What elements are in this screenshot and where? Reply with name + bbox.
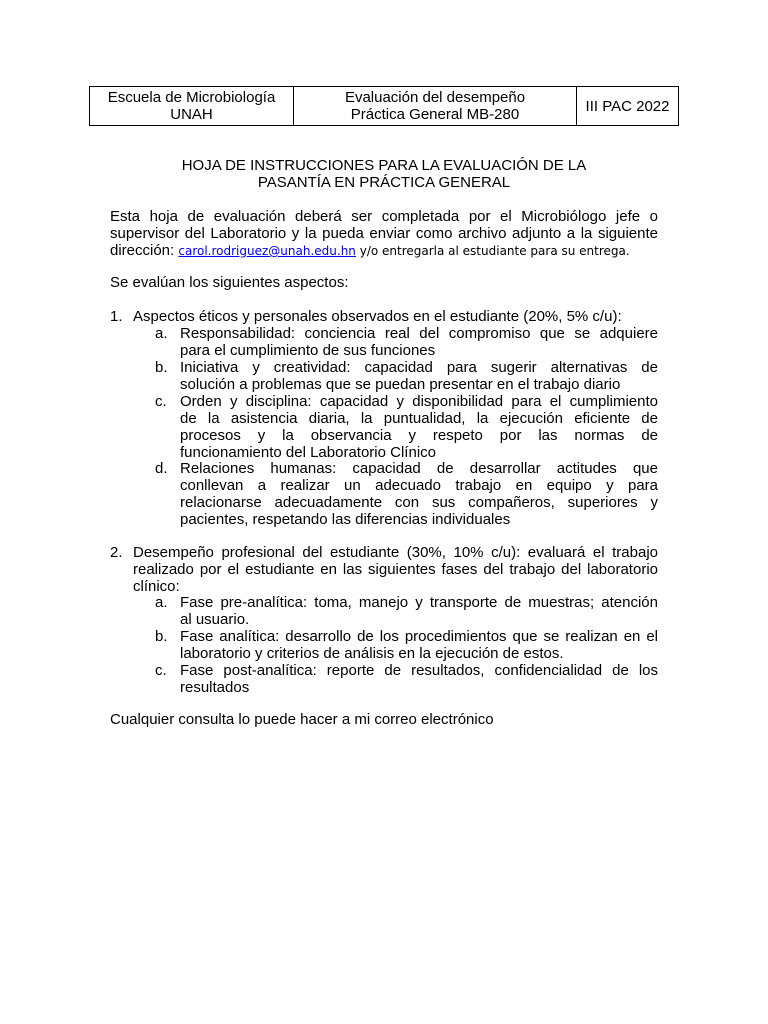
header-school-cell <box>90 87 294 125</box>
intro-paragraph: Esta hoja de evaluación deberá ser completada por el Microbiólogo jefe o supervisor del Laboratorio y la pueda enviar como archivo adjunto a la siguiente dirección: carol.rodriguez@unah.edu.hn y/o entregarla al estudiante para su entrega. <box>110 208 658 259</box>
document-page: Escuela de Microbiología UNAH Evaluación del desempeño Práctica General MB-280 III PAC 2022 HOJA DE INSTRUCCIONES PARA LA EVALUACIÓN DE LA PASANTÍA EN PRÁCTICA GENERAL Esta hoja de evaluación deberá ser completada por el Microbiólogo jefe o supervisor del Laboratorio y la pueda enviar como archivo adjunto a la siguiente dirección: carol.rodriguez@unah.edu.hn y/o entregarla al estudiante para su entrega. Se evalúan los siguientes aspectos: 1. Aspectos éticos y personales observados en el estudiante (20%, 5% c/u): a. Responsabilidad: conciencia real del compromiso que se adquiere para el cumplimiento de sus funciones b. Iniciativa y creatividad: capacidad para sugerir alternativas de solución a problemas que se puedan presentar en el trabajo diario c. Orden y disciplina: capacidad y disponibilidad para el cumplimiento de la asistencia diaria, la puntualidad, la ejecución eficiente de procesos y la observancia y respeto por las normas de funcionamiento del Laboratorio Clínico d. Relaciones humanas: capacidad de desarrollar actitudes que conllevan a realizar un adecuado trabajo en equipo y para relacionarse adecuadamente con sus compañeros, superiores y pacientes, respetando las diferencias individuales 2. Desempeño profesional del estudiante (30%, 10% c/u): evaluará el trabajo realizado por el estudiante en las siguientes fases del trabajo del laboratorio clínico: a. Fase pre-analítica: toma, manejo y transporte de muestras; atención al usuario. b. Fase analítica: desarrollo de los procedimientos que se realizan en el laboratorio y criterios de análisis en la ejecución de estos. c. Fase post-analítica: reporte de resultados, confidencialidad de los resultados Cualquier consulta lo puede hacer a mi correo electrónico <box>0 0 768 1024</box>
email-link[interactable]: carol.rodriguez@unah.edu.hn <box>178 244 356 258</box>
section-heading: Desempeño profesional del estudiante (30%, 10% c/u): evaluará el trabajo realizado por el estudiante en las siguientes fases del trabajo del laboratorio clínico: <box>133 544 658 595</box>
evaluation-title: Evaluación del desempeño <box>344 89 526 106</box>
header-evaluation-cell <box>294 87 577 125</box>
header-period-cell <box>577 87 678 125</box>
closing-note: Cualquier consulta lo puede hacer a mi correo electrónico <box>110 711 494 728</box>
header-table <box>89 86 679 126</box>
section-number: 2. <box>110 544 123 561</box>
section-heading: Aspectos éticos y personales observados en el estudiante (20%, 5% c/u): <box>133 308 622 325</box>
document-title: HOJA DE INSTRUCCIONES PARA LA EVALUACIÓN DE LA PASANTÍA EN PRÁCTICA GENERAL <box>181 157 587 191</box>
aspects-intro: Se evalúan los siguientes aspectos: <box>110 274 349 291</box>
school-name: Escuela de Microbiología <box>107 89 276 106</box>
section-number: 1. <box>110 308 123 325</box>
academic-period: III PAC 2022 <box>585 97 670 115</box>
course-name: Práctica General MB-280 <box>350 106 520 123</box>
university-name: UNAH <box>170 106 213 123</box>
